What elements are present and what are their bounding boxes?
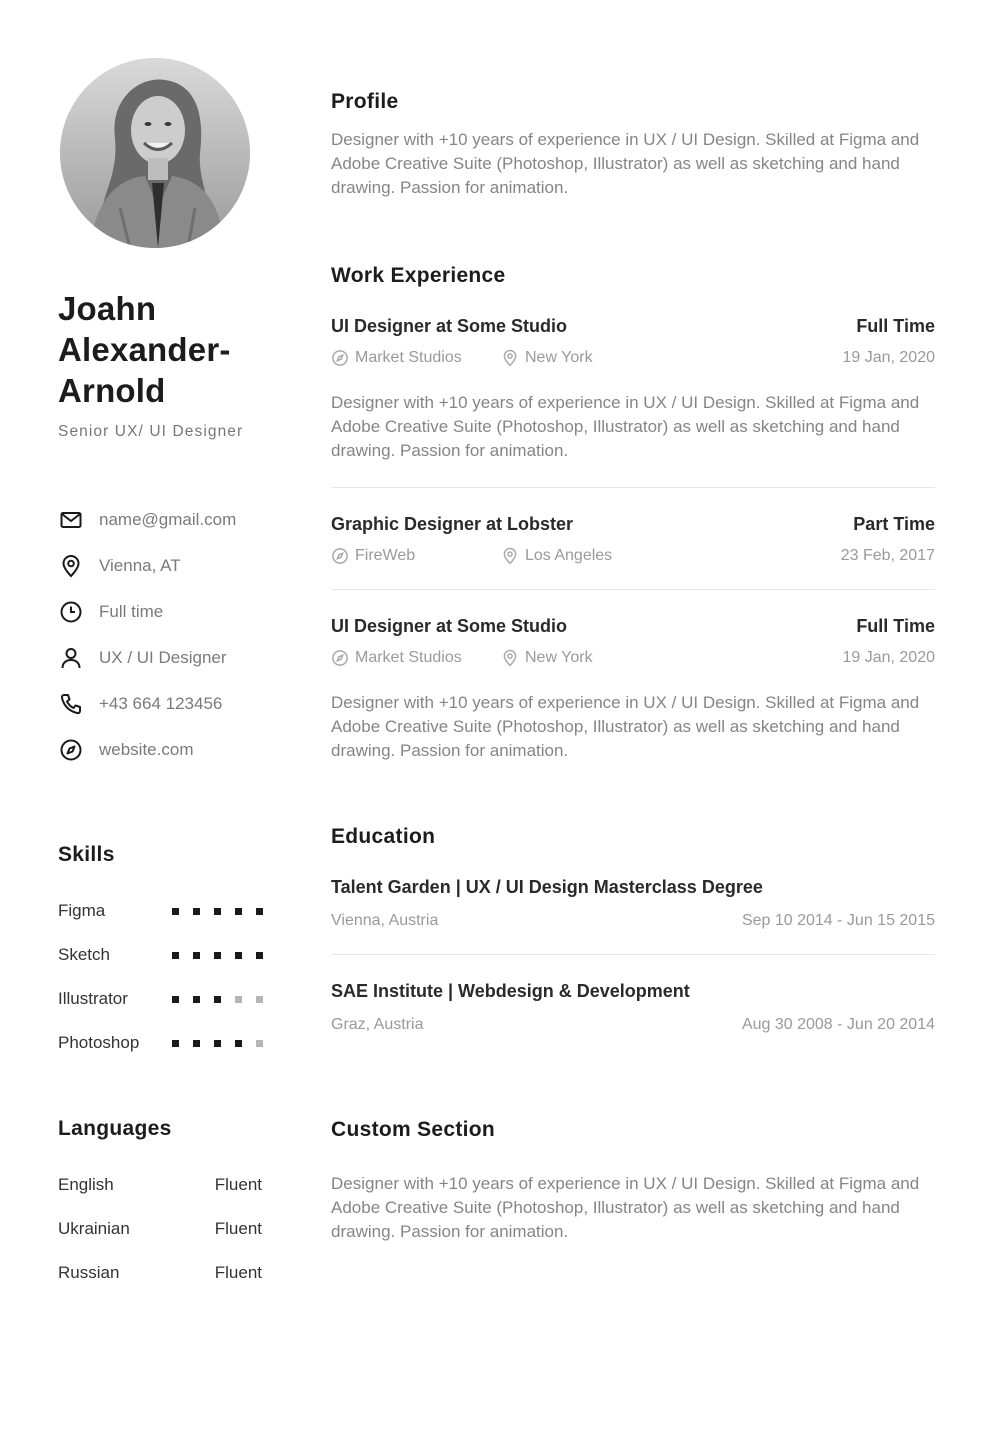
job-title: UI Designer at Some Studio — [331, 616, 568, 636]
skill-item — [58, 1021, 273, 1065]
contact-text: name@gmail.com — [99, 510, 237, 529]
skill-rating — [172, 952, 263, 959]
rating-square-filled — [193, 996, 200, 1003]
job-type: Part Time — [853, 514, 935, 534]
language-level: Fluent — [214, 1263, 262, 1282]
job-location — [501, 349, 593, 367]
contact-text: UX / UI Designer — [99, 648, 227, 667]
sidebar — [58, 58, 273, 1295]
job-entry — [331, 288, 935, 488]
language-name: Russian — [58, 1263, 120, 1282]
language-name: Ukrainian — [58, 1219, 130, 1238]
contact-website[interactable] — [58, 727, 273, 773]
contact-phone[interactable] — [58, 681, 273, 727]
job-title: Graphic Designer at Lobster — [331, 514, 574, 534]
job-type: Full Time — [856, 316, 935, 336]
name-line: Alexander- — [58, 331, 231, 368]
location-pin-icon — [501, 349, 519, 367]
language-item — [58, 1251, 262, 1295]
compass-icon — [331, 349, 349, 367]
rating-square-filled — [214, 908, 221, 915]
name-line: Joahn — [58, 290, 157, 327]
compass-icon — [331, 547, 349, 565]
languages-heading: Languages — [58, 1117, 172, 1140]
location-pin-icon — [501, 649, 519, 667]
job-entry — [331, 488, 935, 590]
company-name: FireWeb — [355, 547, 416, 564]
education-entry — [331, 955, 935, 1058]
clock-icon — [58, 599, 84, 625]
location-pin-icon — [58, 553, 84, 579]
rating-square-empty — [235, 996, 242, 1003]
job-description: Designer with +10 years of experience in UX / UI Design. Skilled at Figma and Adobe Creative Suite (Photoshop, Illustrator) as well as sketching and hand drawing. Passion for animation. — [331, 693, 920, 760]
languages-list — [58, 1163, 273, 1295]
skill-item — [58, 977, 273, 1021]
skill-rating — [172, 996, 263, 1003]
rating-square-filled — [235, 952, 242, 959]
education-title: Talent Garden | UX / UI Design Masterclass Degree — [331, 877, 763, 897]
education-dates: Sep 10 2014 - Jun 15 2015 — [741, 912, 935, 929]
rating-square-filled — [214, 952, 221, 959]
rating-square-filled — [172, 952, 179, 959]
location-pin-icon — [501, 547, 519, 565]
job-company — [331, 547, 501, 565]
language-item — [58, 1163, 262, 1207]
language-name: English — [58, 1175, 114, 1194]
work-heading: Work Experience — [331, 264, 506, 287]
profile-text: Designer with +10 years of experience in UX / UI Design. Skilled at Figma and Adobe Creative Suite (Photoshop, Illustrator) as well as sketching and hand drawing. Passion for animation. — [331, 130, 920, 197]
contact-text: website.com — [99, 740, 194, 759]
user-icon — [58, 645, 84, 671]
skill-name: Illustrator — [58, 989, 128, 1008]
skill-rating — [172, 908, 263, 915]
phone-icon — [58, 691, 84, 717]
education-location: Graz, Austria — [331, 1016, 424, 1033]
person-title: Senior UX/ UI Designer — [58, 423, 244, 440]
job-location — [501, 649, 593, 667]
rating-square-filled — [172, 1040, 179, 1047]
rating-square-filled — [172, 996, 179, 1003]
compass-icon — [58, 737, 84, 763]
skill-rating — [172, 1040, 263, 1047]
rating-square-filled — [256, 908, 263, 915]
rating-square-empty — [256, 1040, 263, 1047]
language-level: Fluent — [214, 1219, 262, 1238]
skill-name: Photoshop — [58, 1033, 140, 1052]
education-heading: Education — [331, 825, 436, 848]
person-name — [58, 288, 273, 411]
job-date: 19 Jan, 2020 — [842, 349, 935, 366]
rating-square-filled — [214, 996, 221, 1003]
skill-item — [58, 889, 273, 933]
company-name: Market Studios — [355, 349, 462, 366]
job-date: 19 Jan, 2020 — [842, 649, 935, 666]
skill-item — [58, 933, 273, 977]
profile-heading: Profile — [331, 90, 399, 113]
job-title: UI Designer at Some Studio — [331, 316, 568, 336]
rating-square-filled — [172, 908, 179, 915]
rating-square-empty — [256, 996, 263, 1003]
profile-photo — [60, 58, 250, 248]
education-title: SAE Institute | Webdesign & Development — [331, 981, 690, 1001]
name-line: Arnold — [58, 372, 166, 409]
education-dates: Aug 30 2008 - Jun 20 2014 — [741, 1016, 935, 1033]
education-location: Vienna, Austria — [331, 912, 439, 929]
skill-name: Figma — [58, 901, 106, 920]
contact-email[interactable] — [58, 497, 273, 543]
rating-square-filled — [193, 908, 200, 915]
job-type: Full Time — [856, 616, 935, 636]
location-name: Los Angeles — [525, 547, 613, 564]
language-item — [58, 1207, 262, 1251]
job-description: Designer with +10 years of experience in UX / UI Design. Skilled at Figma and Adobe Creative Suite (Photoshop, Illustrator) as well as sketching and hand drawing. Passion for animation. — [331, 393, 920, 460]
rating-square-filled — [214, 1040, 221, 1047]
job-date: 23 Feb, 2017 — [840, 547, 935, 564]
rating-square-filled — [193, 1040, 200, 1047]
skill-name: Sketch — [58, 945, 110, 964]
rating-square-filled — [235, 1040, 242, 1047]
mail-icon — [58, 507, 84, 533]
company-name: Market Studios — [355, 649, 462, 666]
main-content — [331, 90, 935, 1244]
custom-section-text: Designer with +10 years of experience in UX / UI Design. Skilled at Figma and Adobe Creative Suite (Photoshop, Illustrator) as well as sketching and hand drawing. Passion for animation. — [331, 1174, 920, 1241]
custom-section-heading: Custom Section — [331, 1118, 496, 1141]
job-company — [331, 649, 501, 667]
rating-square-filled — [256, 952, 263, 959]
location-name: New York — [525, 649, 593, 666]
language-level: Fluent — [214, 1175, 262, 1194]
contact-availability — [58, 589, 273, 635]
contact-role — [58, 635, 273, 681]
rating-square-filled — [235, 908, 242, 915]
contact-text: Vienna, AT — [99, 556, 181, 575]
job-location — [501, 547, 612, 565]
contact-location — [58, 543, 273, 589]
avatar — [60, 58, 250, 248]
contact-text: Full time — [99, 602, 164, 621]
skills-list — [58, 889, 273, 1065]
rating-square-filled — [193, 952, 200, 959]
location-name: New York — [525, 349, 593, 366]
compass-icon — [331, 649, 349, 667]
contact-list — [58, 497, 273, 773]
contact-text: +43 664 123456 — [99, 694, 223, 713]
skills-heading: Skills — [58, 843, 115, 866]
education-entry — [331, 849, 935, 955]
job-entry — [331, 590, 935, 763]
job-company — [331, 349, 501, 367]
